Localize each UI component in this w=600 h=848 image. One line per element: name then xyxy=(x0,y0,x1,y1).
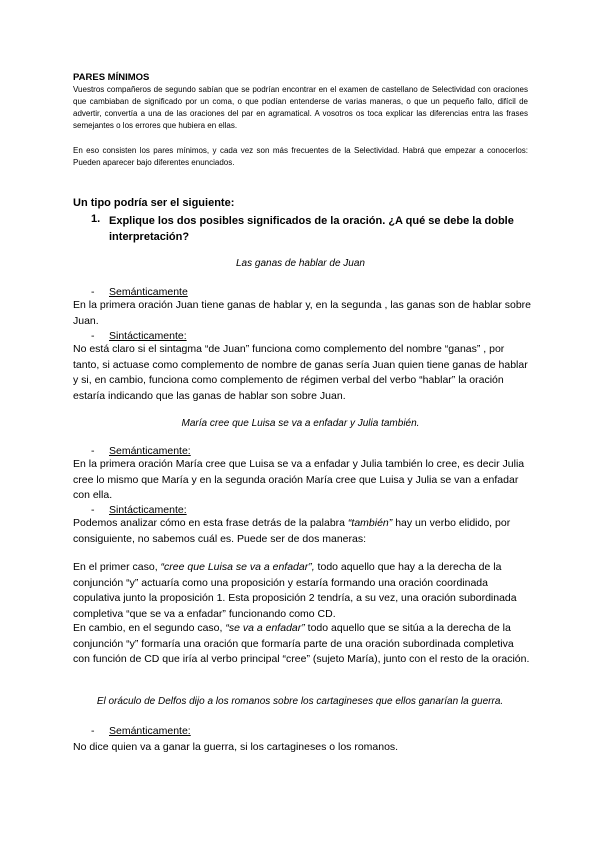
section-heading: Un tipo podría ser el siguiente: xyxy=(73,197,235,209)
example-sentence-2: María cree que Luisa se va a enfadar y Julia también. xyxy=(181,418,420,429)
question-text: Explique los dos posibles significados de la oración. ¿A qué se debe la doble interpretación? xyxy=(109,215,514,243)
syntactic-text-2 xyxy=(73,516,533,547)
case-1-quote: “cree que Luisa se va a enfadar”, xyxy=(160,561,315,573)
bullet-dash: - xyxy=(91,504,95,516)
syntactic-text-1: No está claro si el sintagma “de Juan” funciona como complemento del nombre “ganas” , por tanto, si actuase como complemento de nombre de ganas sería Juan quien tiene ganas de hablar y si, en cambio, funciona como complemento de régimen verbal del verbo “hablar” la oración estaría indicando que las ganas de hablar son sobre Juan. xyxy=(73,343,528,402)
case-1-pre: En el primer caso, xyxy=(73,561,161,573)
syntactic-label-1: Sintácticamente: xyxy=(109,330,187,342)
semantic-text-2: En la primera oración María cree que Luisa se va a enfadar y Julia también lo cree, es decir Julia cree lo mismo que María y en la segunda oración María cree que Luisa y Julia se van a enfadar con ella. xyxy=(73,458,525,501)
case-1-text xyxy=(73,560,533,622)
bullet-dash: - xyxy=(91,725,95,737)
question-number: 1. xyxy=(91,213,101,225)
semantic-label-2: Semánticamente: xyxy=(109,445,191,457)
semantic-text-1: En la primera oración Juan tiene ganas de hablar y, en la segunda , las ganas son de hablar sobre Juan. xyxy=(73,299,532,327)
semantic-text-3: No dice quien va a ganar la guerra, si los cartagineses o los romanos. xyxy=(73,741,399,753)
intro-paragraph-2: En eso consisten los pares mínimos, y cada vez son más frecuentes de la Selectividad. Habrá que empezar a conocerlos: Pueden aparecer bajo diferentes enunciados. xyxy=(73,146,528,167)
case-1-post: todo aquello que hay a la derecha de la conjunción “y” actuaría como una proposición y estaría formando una oración coordinada copulativa junto la proposición 1. Esta proposición 2 tendría, a su vez, una oración subordinada completiva “que se va a enfadar” funcionando como CD. xyxy=(73,561,517,620)
page-title: PARES MÍNIMOS xyxy=(73,72,150,83)
syntactic-word: “también” xyxy=(347,517,393,529)
example-sentence-3: El oráculo de Delfos dijo a los romanos sobre los cartagineses que ellos ganarían la guerra. xyxy=(96,696,504,707)
case-2-text xyxy=(73,621,533,668)
bullet-dash: - xyxy=(91,445,95,457)
syntactic-post: hay un verbo elidido, por consiguiente, no sabemos cuál es. Puede ser de dos maneras: xyxy=(73,517,511,545)
case-2-post: todo aquello que se sitúa a la derecha de la conjunción “y” formaría una oración que formaría parte de una oración subordinada completiva con función de CD que iría al verbo principal “cree” (sujeto María), junto con el resto de la oración. xyxy=(73,622,530,665)
syntactic-pre: Podemos analizar cómo en esta frase detrás de la palabra xyxy=(73,517,348,529)
bullet-dash: - xyxy=(91,286,95,298)
example-sentence-1: Las ganas de hablar de Juan xyxy=(236,258,365,269)
semantic-label-1: Semánticamente xyxy=(109,286,188,298)
case-2-pre: En cambio, en el segundo caso, xyxy=(73,622,226,634)
semantic-label-3: Semánticamente: xyxy=(109,725,191,737)
case-2-quote: “se va a enfadar” xyxy=(225,622,305,634)
bullet-dash: - xyxy=(91,330,95,342)
syntactic-label-2: Sintácticamente: xyxy=(109,504,187,516)
intro-paragraph-1: Vuestros compañeros de segundo sabían que se podrían encontrar en el examen de castellano de Selectividad con oraciones que cambiaban de significado por un coma, o que podían entenderse de varias maneras, o que un pequeño fallo, difícil de advertir, convertía a una de las oraciones del par en agramatical. A vosotros os toca explicar las diferencias entra las frases semejantes o los errores que hubiera en ellas. xyxy=(73,85,528,130)
